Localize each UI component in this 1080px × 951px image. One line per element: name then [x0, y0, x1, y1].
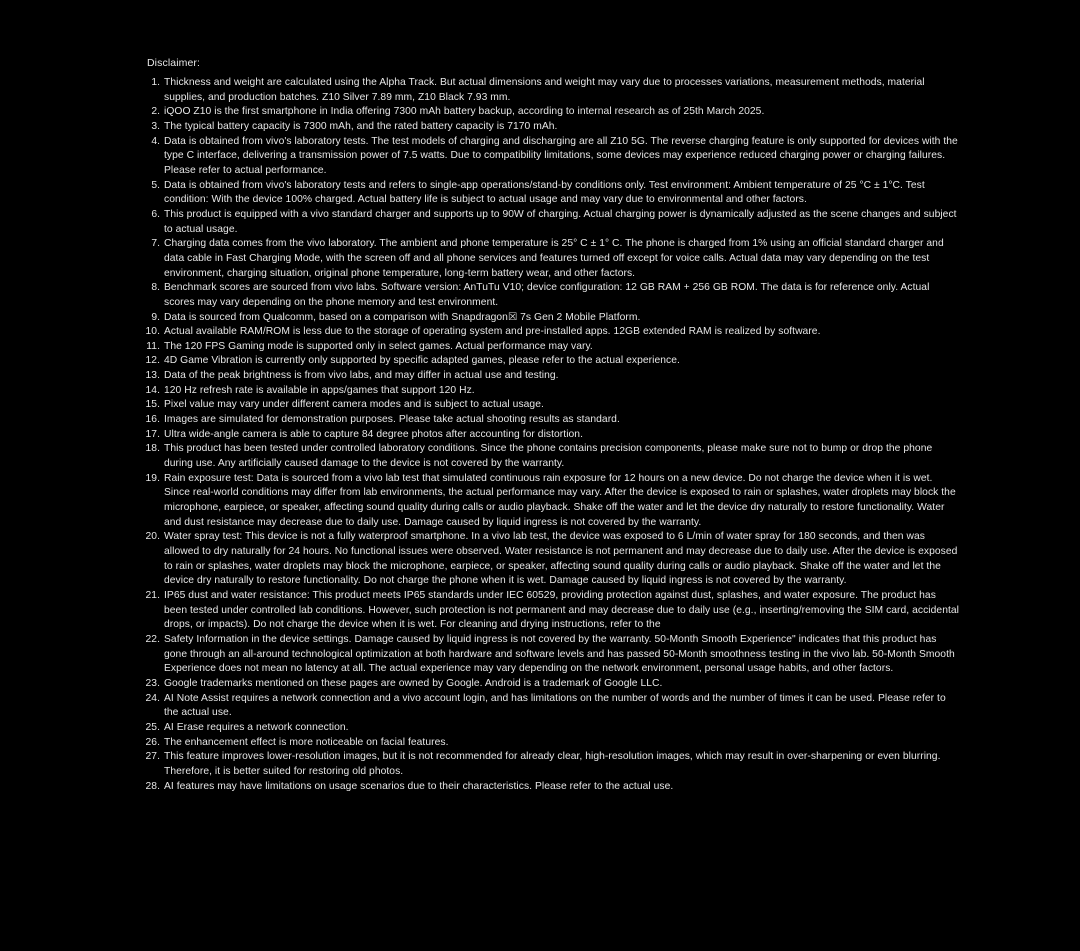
- list-item-text: This feature improves lower-resolution images, but it is not recommended for already clear, high-resolution images, which may result in over-sharpening or even blurring. Therefore, it is better suited for restoring old photos.: [164, 751, 941, 777]
- list-item: [147, 413, 959, 428]
- list-item-number: 8.: [151, 282, 160, 294]
- list-item-text: 120 Hz refresh rate is available in apps/games that support 120 Hz.: [164, 384, 475, 396]
- list-item: [147, 179, 959, 208]
- list-item-text: The typical battery capacity is 7300 mAh, and the rated battery capacity is 7170 mAh.: [164, 120, 558, 132]
- list-item-number: 24.: [145, 692, 160, 704]
- list-item-number: 28.: [145, 780, 160, 792]
- list-item-number: 11.: [146, 340, 160, 352]
- list-item: [147, 472, 959, 531]
- list-item-number: 6.: [151, 208, 160, 220]
- list-item-number: 3.: [151, 120, 160, 132]
- list-item-number: 25.: [145, 721, 160, 733]
- list-item: [147, 311, 959, 326]
- list-item: [147, 340, 959, 355]
- list-item-number: 23.: [145, 677, 160, 689]
- list-item-text: IP65 dust and water resistance: This product meets IP65 standards under IEC 60529, providing protection against dust, splashes, and water exposure. The product has been tested under controlled lab conditions. However, such protection is not permanent and may decrease due to daily use (e.g., inserting/removing the SIM card, accidental drops, or impacts). Do not charge the device when it is wet. For cleaning and drying instructions, refer to the: [164, 589, 959, 631]
- list-item-number: 2.: [151, 106, 160, 118]
- list-item: [147, 442, 959, 471]
- list-item-text: 4D Game Vibration is currently only supported by specific adapted games, please refer to the actual experience.: [164, 355, 680, 367]
- list-item-number: 5.: [151, 179, 160, 191]
- list-item: [147, 105, 959, 120]
- list-item-number: 27.: [145, 751, 160, 763]
- list-item-number: 22.: [145, 633, 160, 645]
- list-item-number: 1.: [151, 77, 160, 88]
- disclaimer-section: [147, 56, 959, 794]
- list-item: [147, 589, 959, 633]
- list-item-text: Data is obtained from vivo's laboratory tests and refers to single-app operations/stand-by conditions only. Test environment: Ambient temperature of 25 °C ± 1°C. Test condition: With the device 100% charged. Actual battery life is subject to actual usage and may vary due to environmental and other factors.: [164, 179, 925, 206]
- list-item-number: 9.: [151, 311, 160, 323]
- list-item-text: Rain exposure test: Data is sourced from a vivo lab test that simulated continuous rain exposure for 12 hours on a new device. Do not charge the device when it is wet. Since real-world conditions may differ from lab environments, the actual performance may vary. After the device is exposed to rain or splashes, water droplets may block the microphone, earpiece, or speaker, affecting sound quality during calls or audio playback. Shake off the water and let the device dry naturally to restore functionality. Water and dust resistance may decrease due to daily use. Damage caused by liquid ingress is not covered by the warranty.: [164, 472, 956, 528]
- list-item: [147, 750, 959, 779]
- list-item: [147, 398, 959, 413]
- list-item-number: 21.: [145, 589, 160, 601]
- list-item-number: 17.: [145, 428, 160, 440]
- list-item: [147, 384, 959, 399]
- list-item-text: This product has been tested under controlled laboratory conditions. Since the phone contains precision components, please make sure not to bump or drop the phone during use. Any artificially caused damage to the device is not covered by the warranty.: [164, 443, 933, 470]
- list-item-number: 14.: [145, 384, 160, 396]
- list-item-text: AI features may have limitations on usage scenarios due to their characteristics. Please refer to the actual use.: [164, 780, 674, 792]
- list-item-text: Actual available RAM/ROM is less due to the storage of operating system and pre-installed apps. 12GB extended RAM is realized by software.: [164, 326, 821, 338]
- list-item: [147, 369, 959, 384]
- list-item: [147, 354, 959, 369]
- list-item-text: The 120 FPS Gaming mode is supported only in select games. Actual performance may vary.: [164, 340, 593, 352]
- list-item-number: 20.: [145, 531, 160, 543]
- list-item-text: Data is obtained from vivo's laboratory tests. The test models of charging and discharging are all Z10 5G. The reverse charging feature is only supported for devices with the type C interface, delivering a transmission power of 7.5 watts. Due to compatibility limitations, some devices may experience reduced charging power or charging failures. Please refer to actual performance.: [164, 135, 958, 176]
- list-item-number: 7.: [151, 238, 160, 250]
- list-item: [147, 677, 959, 692]
- list-item: [147, 76, 959, 105]
- list-item-number: 4.: [151, 135, 160, 147]
- disclaimer-list: [147, 76, 959, 794]
- list-item: [147, 281, 959, 310]
- list-item: [147, 237, 959, 281]
- list-item: [147, 325, 959, 340]
- list-item-text: Water spray test: This device is not a fully waterproof smartphone. In a vivo lab test, the device was exposed to 6 L/min of water spray for 180 seconds, and then was allowed to dry naturally for 24 hours. No functional issues were observed. Water resistance is not permanent and may decrease due to daily use. After the device is exposed to rain or splashes, water droplets may block the microphone, earpiece, or speaker, affecting sound quality during calls or audio playback. Shake off the water and let the device dry naturally to restore functionality. Do not charge the phone when it is wet. Damage caused by liquid ingress is not covered by the warranty.: [164, 531, 958, 587]
- list-item: [147, 120, 959, 135]
- list-item: [147, 428, 959, 443]
- list-item: [147, 721, 959, 736]
- list-item-text: This product is equipped with a vivo standard charger and supports up to 90W of charging. Actual charging power is dynamically adjusted as the scene changes and subject to actual usage.: [164, 208, 957, 235]
- list-item-text: Data of the peak brightness is from vivo labs, and may differ in actual use and testing.: [164, 370, 559, 382]
- list-item-number: 12.: [145, 355, 160, 367]
- list-item-text: iQOO Z10 is the first smartphone in India offering 7300 mAh battery backup, according to internal research as of 25th March 2025.: [164, 106, 765, 118]
- list-item-text: Thickness and weight are calculated using the Alpha Track. But actual dimensions and weight may vary due to processes variations, measurement methods, material supplies, and production batches. Z10 Silver 7.89 mm, Z10 Black 7.93 mm.: [164, 77, 925, 103]
- list-item-number: 10.: [145, 326, 160, 338]
- list-item: [147, 208, 959, 237]
- list-item-text: AI Erase requires a network connection.: [164, 721, 349, 733]
- list-item-text: Benchmark scores are sourced from vivo labs. Software version: AnTuTu V10; device configuration: 12 GB RAM + 256 GB ROM. The data is for reference only. Actual scores may vary depending on the phone memory and test environment.: [164, 282, 930, 308]
- list-item: [147, 633, 959, 677]
- list-item-text: Data is sourced from Qualcomm, based on a comparison with Snapdragon☒ 7s Gen 2 Mobile Platform.: [164, 311, 641, 323]
- list-item: [147, 135, 959, 179]
- list-item-number: 19.: [145, 472, 160, 484]
- list-item: [147, 530, 959, 589]
- list-item-number: 26.: [145, 736, 160, 748]
- list-item-text: Charging data comes from the vivo laboratory. The ambient and phone temperature is 25° C ± 1° C. The phone is charged from 1% using an official standard charger and data cable in Fast Charging Mode, with the screen off and all phone services and features turned off except for voice calls. Actual data may vary depending on the test environment, charging situation, original phone temperature, long-term battery wear, and other factors.: [164, 238, 944, 279]
- list-item-text: Google trademarks mentioned on these pages are owned by Google. Android is a trademark of Google LLC.: [164, 677, 663, 689]
- list-item-text: Images are simulated for demonstration purposes. Please take actual shooting results as standard.: [164, 414, 620, 426]
- list-item: [147, 780, 959, 795]
- list-item-text: AI Note Assist requires a network connection and a vivo account login, and has limitations on the number of words and the number of times it can be used. Please refer to the actual use.: [164, 692, 946, 719]
- disclaimer-heading: Disclaimer:: [147, 57, 201, 69]
- list-item-number: 15.: [145, 399, 160, 411]
- list-item-number: 16.: [145, 414, 160, 426]
- list-item: [147, 692, 959, 721]
- list-item-text: The enhancement effect is more noticeable on facial features.: [164, 736, 449, 748]
- list-item: [147, 736, 959, 751]
- list-item-text: Safety Information in the device settings. Damage caused by liquid ingress is not covered by the warranty. 50-Month Smooth Experience" indicates that this product has gone through an all-around technological optimization at both hardware and software levels and has passed 50-Month smoothness testing in the vivo lab. 50-Month Smooth Experience does not mean no latency at all. The actual experience may vary depending on the network environment, personal usage habits, and other factors.: [164, 633, 955, 675]
- list-item-number: 13.: [145, 370, 160, 382]
- list-item-text: Pixel value may vary under different camera modes and is subject to actual usage.: [164, 399, 544, 411]
- list-item-text: Ultra wide-angle camera is able to capture 84 degree photos after accounting for distortion.: [164, 428, 583, 440]
- list-item-number: 18.: [145, 443, 160, 455]
